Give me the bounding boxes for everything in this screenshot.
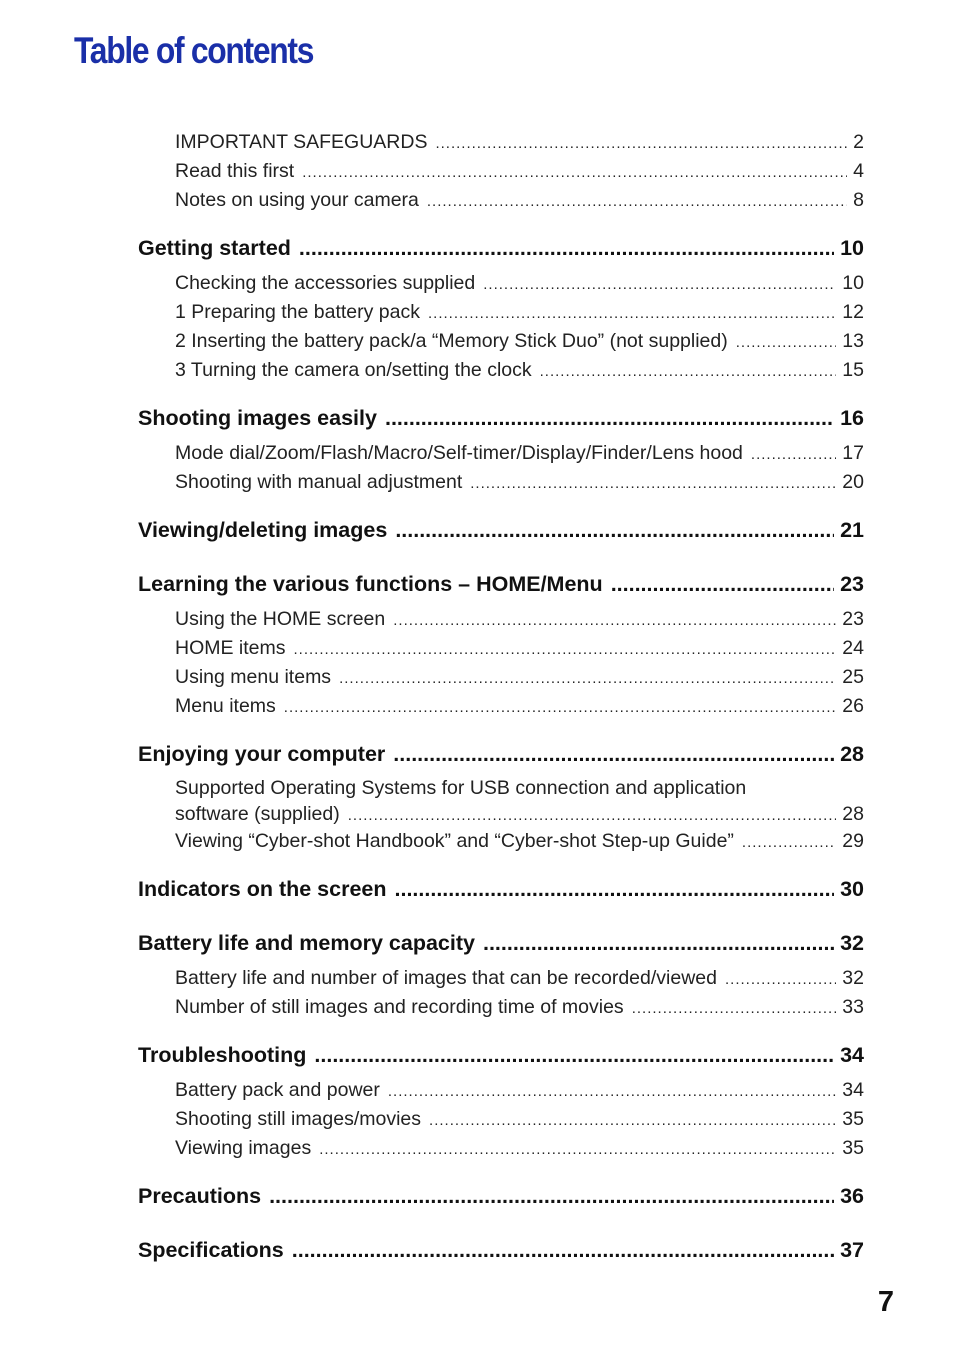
toc-entry-important-safeguards[interactable] [138,128,864,157]
toc-section-label: Viewing/deleting images [138,518,388,542]
toc-entry[interactable] [138,468,864,497]
toc-entry-label-line2: software (supplied) [175,803,340,825]
toc-section-troubleshooting[interactable] [138,1034,864,1076]
dot-leader [427,187,847,216]
toc-entry-label: Number of still images and recording time of movies [175,996,624,1018]
toc-entry-label: Mode dial/Zoom/Flash/Macro/Self-timer/Display/Finder/Lens hood [175,442,743,464]
toc-entry-label: Using menu items [175,666,332,688]
toc-entry-page: 33 [842,996,864,1018]
toc-entry-label: Notes on using your camera [175,189,419,211]
dot-leader [388,1077,836,1106]
toc-entry-page: 23 [842,608,864,630]
toc-entry-wrapped[interactable] [138,775,864,827]
dot-leader [395,509,834,551]
toc-entry-label-line1: Supported Operating Systems for USB connection and application [175,777,747,799]
toc-section-label: Shooting images easily [138,406,377,430]
toc-entry-notes-on-using[interactable] [138,186,864,215]
dot-leader [319,1135,836,1164]
toc-section-page: 10 [840,236,864,260]
toc-entry-page: 8 [853,189,864,211]
dot-leader [292,1229,834,1271]
page-number: 7 [877,1286,894,1318]
toc-entry[interactable] [138,356,864,385]
dot-leader [540,357,837,386]
table-of-contents [138,128,864,1271]
toc-entry[interactable] [138,1134,864,1163]
toc-entry-label: Using the HOME screen [175,608,386,630]
dot-leader [736,328,837,357]
toc-section-page: 36 [840,1184,864,1208]
dot-leader [385,397,834,439]
toc-entry[interactable] [138,298,864,327]
toc-section-page: 37 [840,1238,864,1262]
dot-leader [429,1106,836,1135]
dot-leader [294,635,837,664]
dot-leader [435,129,847,158]
dot-leader [393,606,836,635]
dot-leader [395,868,835,910]
toc-entry-label: Shooting with manual adjustment [175,471,463,493]
toc-section-page: 16 [840,406,864,430]
dot-leader [299,227,834,269]
toc-entry-label: Viewing “Cyber-shot Handbook” and “Cyber-shot Step-up Guide” [175,830,734,852]
toc-section-page: 34 [840,1043,864,1067]
dot-leader [470,469,836,498]
toc-section-learning-functions[interactable] [138,563,864,605]
dot-leader [302,158,847,187]
toc-entry-page: 10 [842,272,864,294]
toc-entry-label: 3 Turning the camera on/setting the clock [175,359,532,381]
toc-section-viewing-deleting-images[interactable] [138,509,864,551]
toc-entry-page: 26 [842,695,864,717]
toc-section-label: Battery life and memory capacity [138,931,475,955]
toc-entry-label: Battery pack and power [175,1079,380,1101]
toc-entry-label: Shooting still images/movies [175,1108,422,1130]
toc-entry[interactable] [138,827,864,856]
dot-leader [428,299,836,328]
toc-entry-page: 13 [842,330,864,352]
toc-entry-page: 20 [842,471,864,493]
toc-entry[interactable] [138,1105,864,1134]
toc-entry[interactable] [138,692,864,721]
dot-leader [393,733,834,775]
toc-entry-page: 28 [842,803,864,825]
toc-entry-page: 12 [842,301,864,323]
toc-section-enjoying-your-computer[interactable] [138,733,864,775]
toc-section-shooting-images-easily[interactable] [138,397,864,439]
toc-entry-page: 34 [842,1079,864,1101]
dot-leader [314,1034,834,1076]
toc-section-label: Indicators on the screen [138,877,387,901]
toc-entry[interactable] [138,993,864,1022]
dot-leader [483,270,836,299]
dot-leader [611,563,834,605]
toc-intro-list [138,128,864,215]
toc-section-label: Troubleshooting [138,1043,307,1067]
toc-entry-label: 1 Preparing the battery pack [175,301,420,323]
toc-section-page: 32 [840,931,864,955]
dot-leader [742,828,836,857]
toc-entry[interactable] [138,439,864,468]
toc-entry-page: 17 [842,442,864,464]
toc-entry-label: IMPORTANT SAFEGUARDS [175,131,428,153]
dot-leader [348,803,837,829]
toc-entry[interactable] [138,327,864,356]
toc-entry-page: 2 [853,131,864,153]
toc-entry-page: 24 [842,637,864,659]
toc-section-page: 21 [840,518,864,542]
toc-entry-label: Checking the accessories supplied [175,272,476,294]
toc-entry-label: Viewing images [175,1137,312,1159]
toc-section-label: Enjoying your computer [138,742,386,766]
dot-leader [284,693,837,722]
toc-entry-page: 4 [853,160,864,182]
toc-section-page: 23 [840,572,864,596]
toc-section-precautions[interactable] [138,1175,864,1217]
toc-entry-page: 29 [842,830,864,852]
toc-section-battery-life[interactable] [138,922,864,964]
toc-entry-line2 [175,801,864,827]
toc-entry[interactable] [138,269,864,298]
dot-leader [725,965,836,994]
toc-section-label: Precautions [138,1184,262,1208]
toc-section-getting-started[interactable] [138,227,864,269]
toc-entry-page: 15 [842,359,864,381]
dot-leader [751,440,836,469]
dot-leader [483,922,834,964]
dot-leader [269,1175,834,1217]
toc-section-label: Getting started [138,236,291,260]
toc-entry[interactable] [138,634,864,663]
toc-entry-page: 35 [842,1137,864,1159]
toc-entry-page: 25 [842,666,864,688]
toc-entry-page: 32 [842,967,864,989]
toc-section-label: Specifications [138,1238,284,1262]
toc-entry[interactable] [138,1076,864,1105]
toc-section-label: Learning the various functions – HOME/Menu [138,572,603,596]
dot-leader [339,664,836,693]
toc-entry[interactable] [138,964,864,993]
toc-section-page: 28 [840,742,864,766]
toc-entry-label: Read this first [175,160,295,182]
toc-entry-label: Battery life and number of images that can be recorded/viewed [175,967,717,989]
toc-entry-label: Menu items [175,695,276,717]
toc-section-specifications[interactable] [138,1229,864,1271]
toc-section-page: 30 [840,877,864,901]
toc-entry-label: 2 Inserting the battery pack/a “Memory Stick Duo” (not supplied) [175,330,728,352]
toc-entry-label: HOME items [175,637,286,659]
toc-entry[interactable] [138,663,864,692]
page-title: Table of contents [74,30,314,71]
toc-entry-read-this-first[interactable] [138,157,864,186]
toc-entry-page: 35 [842,1108,864,1130]
toc-section-indicators[interactable] [138,868,864,910]
toc-entry[interactable] [138,605,864,634]
dot-leader [632,994,837,1023]
